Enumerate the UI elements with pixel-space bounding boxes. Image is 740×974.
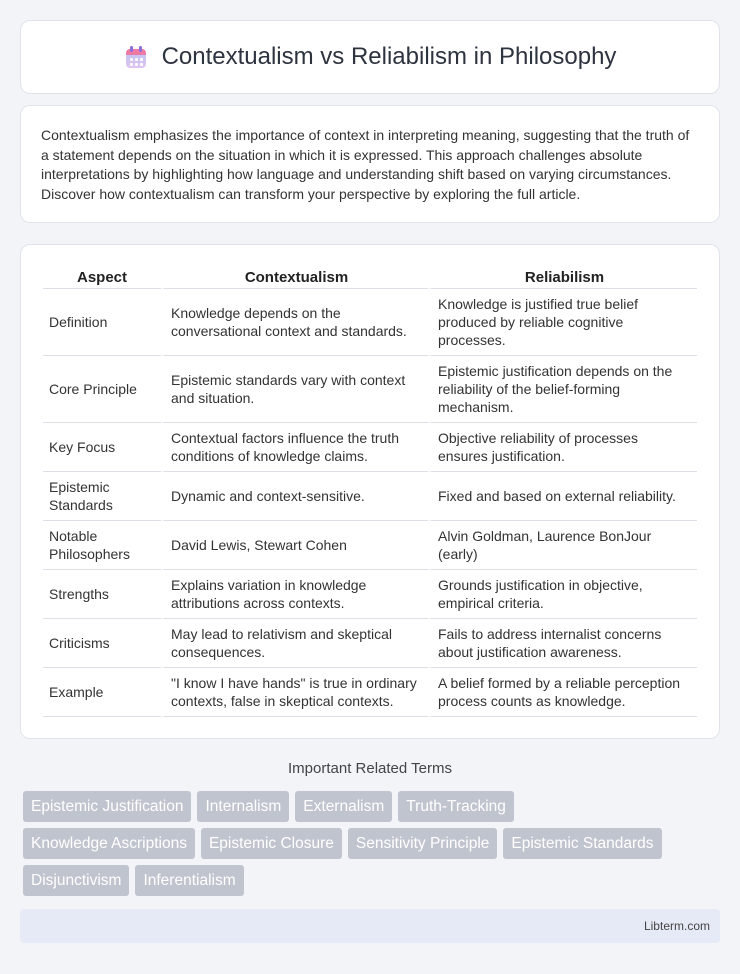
intro-card <box>20 105 720 223</box>
contextualism-cell: Knowledge depends on the conversational context and standards. <box>161 289 428 356</box>
contextualism-cell: Dynamic and context-sensitive. <box>161 472 428 521</box>
aspect-cell: Epistemic Standards <box>43 472 161 521</box>
table-row <box>43 289 697 356</box>
aspect-cell: Definition <box>43 289 161 356</box>
contextualism-cell: May lead to relativism and skeptical consequences. <box>161 619 428 668</box>
aspect-cell: Strengths <box>43 570 161 619</box>
related-term-tag[interactable]: Internalism <box>197 791 289 822</box>
footer <box>20 909 720 943</box>
contextualism-cell: Epistemic standards vary with context and situation. <box>161 356 428 423</box>
related-term-tag[interactable]: Truth-Tracking <box>398 791 514 822</box>
table-row <box>43 619 697 668</box>
aspect-cell: Notable Philosophers <box>43 521 161 570</box>
page-title: Contextualism vs Reliabilism in Philosophy <box>161 43 617 70</box>
footer-site-link[interactable]: Libterm.com <box>643 919 710 933</box>
aspect-cell: Criticisms <box>43 619 161 668</box>
header-aspect: Aspect <box>43 265 161 289</box>
table-row <box>43 423 697 472</box>
reliabilism-cell: Grounds justification in objective, empirical criteria. <box>428 570 697 619</box>
table-header-row <box>43 265 697 289</box>
contextualism-cell: David Lewis, Stewart Cohen <box>161 521 428 570</box>
comparison-table-card <box>20 244 720 739</box>
reliabilism-cell: A belief formed by a reliable perception process counts as knowledge. <box>428 668 697 717</box>
related-term-tag[interactable]: Externalism <box>295 791 392 822</box>
related-terms-list <box>23 791 723 902</box>
intro-text: Contextualism emphasizes the importance of context in interpreting meaning, suggesting that the truth of a statement depends on the situation in which it is expressed. This approach challenges absolute interpretations by highlighting how language and understanding shift based on varying circumstances. Discover how contextualism can transform your perspective by exploring the full article. <box>41 127 690 202</box>
table-row <box>43 570 697 619</box>
comparison-table <box>43 265 697 717</box>
related-term-tag[interactable]: Disjunctivism <box>23 865 129 896</box>
reliabilism-cell: Fails to address internalist concerns about justification awareness. <box>428 619 697 668</box>
reliabilism-cell: Fixed and based on external reliability. <box>428 472 697 521</box>
related-term-tag[interactable]: Epistemic Closure <box>201 828 342 859</box>
contextualism-cell: Explains variation in knowledge attributions across contexts. <box>161 570 428 619</box>
aspect-cell: Example <box>43 668 161 717</box>
reliabilism-cell: Knowledge is justified true belief produced by reliable cognitive processes. <box>428 289 697 356</box>
related-term-tag[interactable]: Knowledge Ascriptions <box>23 828 195 859</box>
related-terms-title: Important Related Terms <box>288 760 452 777</box>
aspect-cell: Core Principle <box>43 356 161 423</box>
related-term-tag[interactable]: Inferentialism <box>135 865 243 896</box>
contextualism-cell: Contextual factors influence the truth conditions of knowledge claims. <box>161 423 428 472</box>
title-card <box>20 20 720 94</box>
calendar-icon <box>124 45 148 69</box>
related-term-tag[interactable]: Epistemic Justification <box>23 791 191 822</box>
header-reliabilism: Reliabilism <box>428 265 697 289</box>
reliabilism-cell: Epistemic justification depends on the reliability of the belief-forming mechanism. <box>428 356 697 423</box>
table-row <box>43 521 697 570</box>
table-row <box>43 668 697 717</box>
reliabilism-cell: Objective reliability of processes ensures justification. <box>428 423 697 472</box>
aspect-cell: Key Focus <box>43 423 161 472</box>
table-row <box>43 356 697 423</box>
header-contextualism: Contextualism <box>161 265 428 289</box>
reliabilism-cell: Alvin Goldman, Laurence BonJour (early) <box>428 521 697 570</box>
related-term-tag[interactable]: Epistemic Standards <box>503 828 661 859</box>
related-term-tag[interactable]: Sensitivity Principle <box>348 828 498 859</box>
table-row <box>43 472 697 521</box>
contextualism-cell: "I know I have hands" is true in ordinary contexts, false in skeptical contexts. <box>161 668 428 717</box>
